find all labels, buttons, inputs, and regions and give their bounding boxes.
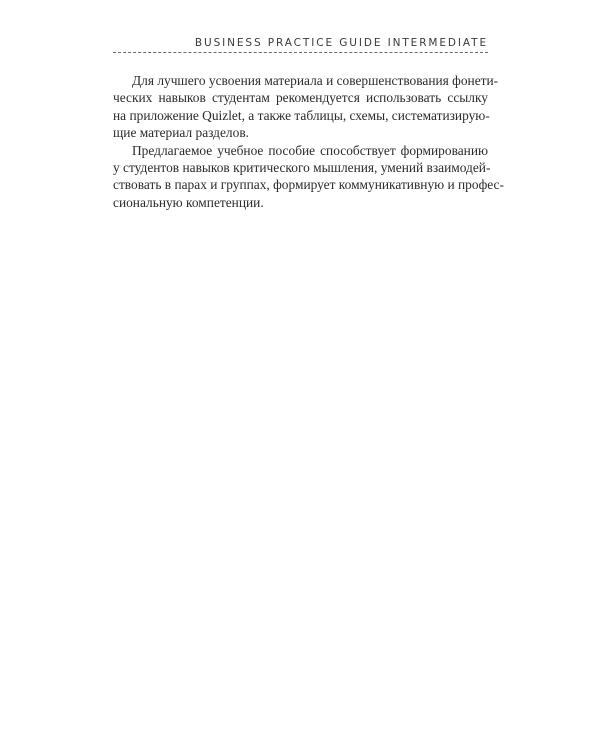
paragraph-line: ческих навыков студентам рекомендуется использовать ссылку [113, 90, 488, 106]
paragraph-2 [113, 142, 504, 212]
paragraph-line: сиональную компетенции. [113, 194, 264, 210]
paragraph-line: на приложение Quizlet, а также таблицы, схемы, систематизирую- [113, 107, 490, 123]
paragraph-line: щие материал разделов. [113, 125, 249, 141]
paragraph-1 [113, 72, 499, 142]
paragraph-line: Для лучшего усвоения материала и совершенствования фонети- [132, 73, 499, 88]
paragraph-line: ствовать в парах и группах, формирует коммуникативную и профес- [113, 177, 504, 193]
paragraph-line: у студентов навыков критического мышления, умений взаимодей- [113, 160, 491, 176]
paragraph-line: Предлагаемое учебное пособие способствует формированию [132, 142, 488, 158]
running-header-title: BUSINESS PRACTICE GUIDE INTERMEDIATE [194, 37, 488, 49]
body-text [113, 72, 504, 211]
running-header [113, 36, 488, 53]
